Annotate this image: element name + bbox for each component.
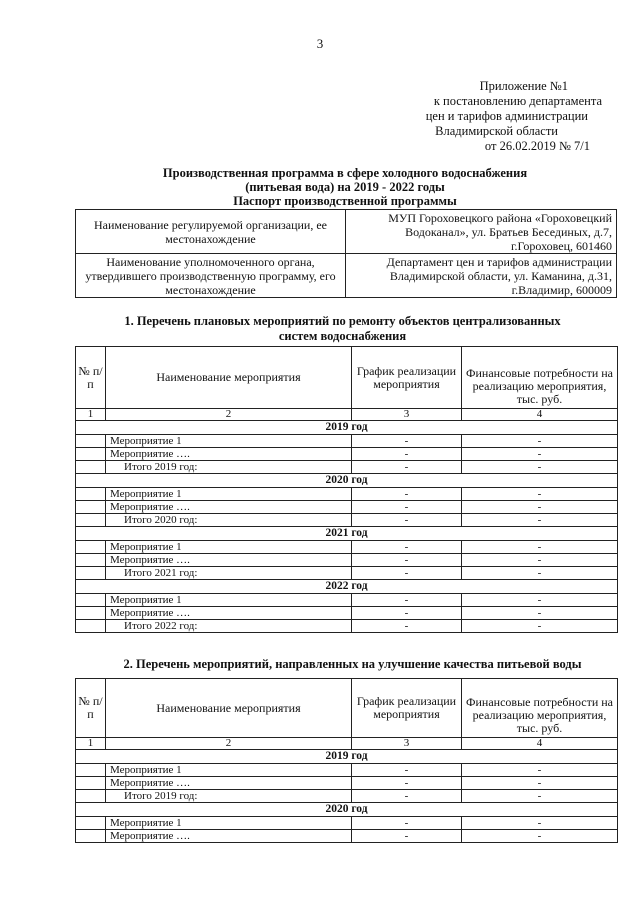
year-label: 2019 год	[76, 750, 618, 764]
header-num: № п/п	[76, 347, 106, 409]
table-row	[76, 594, 618, 607]
table-row	[76, 514, 618, 527]
finance-value: -	[462, 541, 618, 554]
year-row	[76, 580, 618, 594]
header-name: Наименование мероприятия	[106, 347, 352, 409]
item-name: Мероприятие ….	[106, 777, 352, 790]
table-row	[76, 764, 618, 777]
finance-value: -	[462, 620, 618, 633]
header-schedule: График реализации мероприятия	[352, 679, 462, 738]
column-number: 2	[106, 409, 352, 421]
schedule-value: -	[352, 488, 462, 501]
table-header-row	[76, 347, 618, 409]
repair-plan-table	[75, 346, 618, 633]
table-row	[76, 541, 618, 554]
finance-value: -	[462, 817, 618, 830]
table-row	[76, 620, 618, 633]
column-number: 3	[352, 738, 462, 750]
finance-value: -	[462, 461, 618, 474]
passport-row	[76, 254, 617, 298]
schedule-value: -	[352, 501, 462, 514]
schedule-value: -	[352, 594, 462, 607]
schedule-value: -	[352, 777, 462, 790]
table-row	[76, 777, 618, 790]
table-row	[76, 817, 618, 830]
column-number: 1	[76, 738, 106, 750]
total-label: Итого 2019 год:	[106, 461, 352, 474]
passport-table	[75, 209, 617, 298]
appendix-line: от 26.02.2019 № 7/1	[484, 139, 590, 153]
year-row	[76, 750, 618, 764]
finance-value: -	[462, 607, 618, 620]
header-num: № п/п	[76, 679, 106, 738]
schedule-value: -	[352, 461, 462, 474]
item-name: Мероприятие 1	[106, 435, 352, 448]
schedule-value: -	[352, 620, 462, 633]
finance-value: -	[462, 435, 618, 448]
schedule-value: -	[352, 554, 462, 567]
finance-value: -	[462, 448, 618, 461]
table-row	[76, 554, 618, 567]
header-finance: Финансовые потребности на реализацию мероприятия, тыс. руб.	[462, 347, 618, 409]
item-name: Мероприятие ….	[106, 554, 352, 567]
schedule-value: -	[352, 567, 462, 580]
total-label: Итого 2022 год:	[106, 620, 352, 633]
passport-value: Департамент цен и тарифов администрации Владимирской области, ул. Каманина, д.31, г.Владимир, 600009	[346, 254, 617, 298]
section1-heading-line: систем водоснабжения	[278, 329, 407, 343]
year-row	[76, 803, 618, 817]
appendix-line: цен и тарифов администрации	[425, 109, 588, 123]
schedule-value: -	[352, 764, 462, 777]
column-number: 2	[106, 738, 352, 750]
item-name: Мероприятие 1	[106, 541, 352, 554]
year-label: 2019 год	[76, 421, 618, 435]
table-row	[76, 501, 618, 514]
column-number-row	[76, 738, 618, 750]
year-label: 2022 год	[76, 580, 618, 594]
column-number: 4	[462, 738, 618, 750]
schedule-value: -	[352, 514, 462, 527]
title-line: Производственная программа в сфере холодного водоснабжения	[162, 166, 528, 180]
table-row	[76, 461, 618, 474]
passport-row	[76, 210, 617, 254]
item-name: Мероприятие 1	[106, 764, 352, 777]
item-name: Мероприятие ….	[106, 501, 352, 514]
finance-value: -	[462, 594, 618, 607]
passport-title: Паспорт производственной программы	[233, 194, 457, 208]
finance-value: -	[462, 764, 618, 777]
schedule-value: -	[352, 790, 462, 803]
schedule-value: -	[352, 830, 462, 843]
water-quality-table	[75, 678, 618, 843]
finance-value: -	[462, 554, 618, 567]
finance-value: -	[462, 790, 618, 803]
appendix-block	[400, 79, 610, 154]
table-row	[76, 435, 618, 448]
finance-value: -	[462, 567, 618, 580]
year-row	[76, 474, 618, 488]
year-row	[76, 527, 618, 541]
section1-heading	[70, 314, 615, 344]
passport-label: Наименование уполномоченного органа, утвердившего производственную программу, его местонахождение	[76, 254, 346, 298]
total-label: Итого 2021 год:	[106, 567, 352, 580]
column-number: 3	[352, 409, 462, 421]
table-row	[76, 567, 618, 580]
finance-value: -	[462, 488, 618, 501]
year-row	[76, 421, 618, 435]
year-label: 2020 год	[76, 474, 618, 488]
total-label: Итого 2020 год:	[106, 514, 352, 527]
table-row	[76, 488, 618, 501]
column-number: 1	[76, 409, 106, 421]
appendix-line: Приложение №1	[479, 79, 568, 93]
schedule-value: -	[352, 435, 462, 448]
item-name: Мероприятие ….	[106, 830, 352, 843]
item-name: Мероприятие 1	[106, 594, 352, 607]
schedule-value: -	[352, 448, 462, 461]
header-schedule: График реализации мероприятия	[352, 347, 462, 409]
document-title	[75, 166, 615, 208]
schedule-value: -	[352, 607, 462, 620]
item-name: Мероприятие 1	[106, 488, 352, 501]
passport-label: Наименование регулируемой организации, ее местонахождение	[76, 210, 346, 254]
year-label: 2020 год	[76, 803, 618, 817]
finance-value: -	[462, 501, 618, 514]
table-row	[76, 607, 618, 620]
section2-heading: 2. Перечень мероприятий, направленных на улучшение качества питьевой воды	[123, 657, 582, 671]
item-name: Мероприятие ….	[106, 607, 352, 620]
table-row	[76, 448, 618, 461]
finance-value: -	[462, 777, 618, 790]
column-number-row	[76, 409, 618, 421]
table-row	[76, 830, 618, 843]
item-name: Мероприятие ….	[106, 448, 352, 461]
title-line: (питьевая вода) на 2019 - 2022 годы	[245, 180, 445, 194]
total-label: Итого 2019 год:	[106, 790, 352, 803]
finance-value: -	[462, 514, 618, 527]
table-header-row	[76, 679, 618, 738]
year-label: 2021 год	[76, 527, 618, 541]
column-number: 4	[462, 409, 618, 421]
header-finance: Финансовые потребности на реализацию мероприятия, тыс. руб.	[462, 679, 618, 738]
schedule-value: -	[352, 541, 462, 554]
passport-value: МУП Гороховецкого района «Гороховецкий Водоканал», ул. Братьев Бесединых, д.7, г.Гороховец, 601460	[346, 210, 617, 254]
schedule-value: -	[352, 817, 462, 830]
header-name: Наименование мероприятия	[106, 679, 352, 738]
section1-heading-line: 1. Перечень плановых мероприятий по ремонту объектов централизованных	[124, 314, 561, 328]
appendix-line: к постановлению департамента	[433, 94, 602, 108]
table-row	[76, 790, 618, 803]
finance-value: -	[462, 830, 618, 843]
item-name: Мероприятие 1	[106, 817, 352, 830]
appendix-line: Владимирской области	[435, 124, 558, 138]
page-number: 3	[316, 36, 324, 51]
